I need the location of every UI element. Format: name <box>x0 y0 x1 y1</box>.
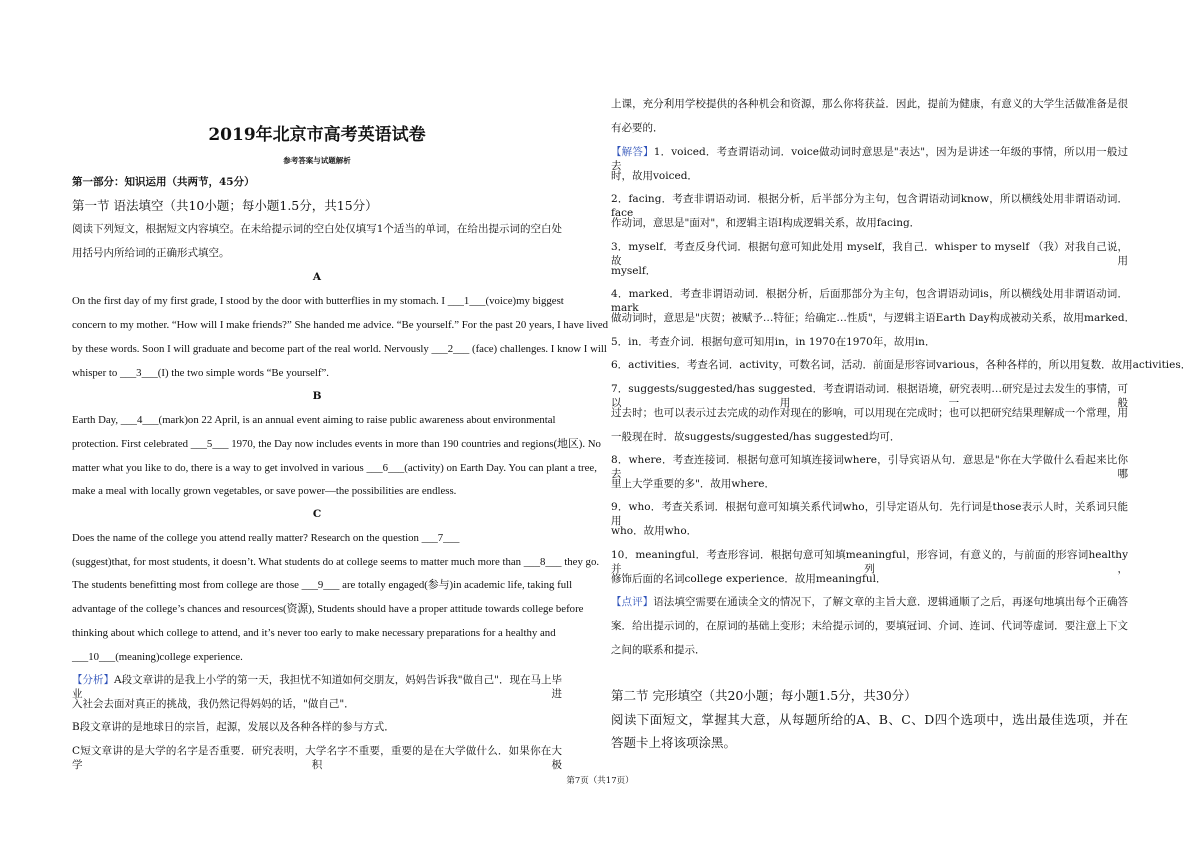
line-text: Does the name of the college you attend really matter? Research on the question ___7___ <box>72 532 460 544</box>
line-text: On the first day of my first grade, I stood by the door with butterflies in my stomach. I ___1___(voice)my biggest <box>72 295 564 307</box>
line-text: 3．myself．考查反身代词．根据句意可知此处用 myself，我自己．whisper to myself （我）对我自己说，故用 <box>611 241 1128 267</box>
line-text: 修饰后面的名词college experience．故用meaningful． <box>611 573 887 585</box>
line-text: protection. First celebrated ___5___ 1970, the Day now includes events in more than 190 countries and regions(地区). No <box>72 438 601 450</box>
left-text-line <box>72 673 563 700</box>
right-text-line <box>611 735 736 751</box>
line-text: 里上大学重要的多"．故用where． <box>611 478 776 490</box>
left-text-line <box>72 578 572 592</box>
line-text: 10．meaningful．考查形容词．根据句意可知填meaningful，形容词，有意义的，与前面的形容词healthy并列， <box>611 549 1128 575</box>
left-text-line <box>72 555 599 569</box>
page-footer: 第7页（共17页） <box>566 776 634 786</box>
right-text-line <box>611 688 917 704</box>
left-text-line <box>72 744 562 771</box>
left-text-line <box>72 531 459 545</box>
left-text-line <box>72 389 562 403</box>
left-text-line <box>72 720 395 734</box>
right-text-line <box>611 311 1135 325</box>
line-text: 6．activities．考查名词．activity，可数名词，活动．前面是形容词various，各种各样的，所以用复数．故用activities． <box>611 359 1192 371</box>
left-text-line <box>72 626 556 640</box>
line-text: A <box>312 271 322 283</box>
line-text: C短文章讲的是大学的名字是否重要．研究表明，大学名字不重要，重要的是在大学做什么．如果你在大学积极 <box>72 745 562 771</box>
left-text-line <box>72 222 562 236</box>
line-text: 8．where．考查连接词．根据句意可知填连接词where，引导宾语从句．意思是"你在大学做什么看起来比你去哪 <box>611 454 1128 480</box>
line-text: 4．marked．考查非谓语动词．根据分析，后面那部分为主句，包含谓语动词is，所以横线处用非谓语动词．mark <box>611 288 1128 314</box>
page-title: 2019年北京市高考英语试卷 <box>208 125 426 145</box>
right-text-line <box>611 97 1128 111</box>
right-text-line <box>611 358 1191 372</box>
line-text: 7．suggests/suggested/has suggested．考查谓语动词．根据语境，研究表明…研究是过去发生的事情，可以用一般 <box>611 383 1128 409</box>
right-text-line <box>611 192 1128 219</box>
right-text-line <box>611 595 1128 609</box>
line-text: whisper to ___3___(I) the two simple words “Be yourself”. <box>72 367 329 379</box>
line-text: 过去时；也可以表示过去完成的动作对现在的影响，可以用现在完成时；也可以把研究结果理解成一个常理，用 <box>611 407 1128 419</box>
right-text-line <box>611 145 1128 172</box>
line-text: A段文章讲的是我上小学的第一天，我担忧不知道如何交朋友，妈妈告诉我"做自己"．现在马上毕业进 <box>72 674 563 700</box>
line-text: 语法填空需要在通读全文的情况下，了解文章的主旨大意．逻辑通顺了之后，再逐句地填出每个正确答 <box>653 596 1129 608</box>
right-text-line <box>611 240 1128 267</box>
line-text: concern to my mother. “How will I make friends?” She handed me advice. “Be yourself.” For the past 20 years, I have lived <box>72 319 609 331</box>
left-text-line <box>72 507 562 521</box>
line-text: 用括号内所给词的正确形式填空。 <box>72 247 230 259</box>
line-text: 1．voiced．考查谓语动词．voice做动词时意思是"表达"，因为是讲述一年级的事情，所以用一般过去 <box>611 146 1128 172</box>
line-text: myself． <box>611 265 657 277</box>
right-text-line <box>611 169 698 183</box>
right-text-line <box>611 406 1128 420</box>
left-text-line <box>72 602 583 616</box>
line-text: make a meal with locally grown vegetables, or save power—the possibilities are endless. <box>72 485 457 497</box>
right-text-line <box>611 216 920 230</box>
right-text-line <box>611 643 706 657</box>
left-text-line <box>72 342 607 356</box>
line-text: 做动词时，意思是"庆贺；被赋予…特征；给确定…性质"，与逻辑主语Earth Day构成被动关系，故用marked． <box>611 312 1136 324</box>
line-text: (suggest)that, for most students, it doesn’t. What students do at college seems to matter much more than ___8___ they go. <box>72 556 600 568</box>
line-text: 第二节 完形填空（共20小题；每小题1.5分，共30分） <box>611 688 917 703</box>
section-tag: 【解答】 <box>611 146 654 158</box>
left-text-line <box>72 366 329 380</box>
line-text: 时，故用voiced． <box>611 170 698 182</box>
right-text-line <box>611 572 886 586</box>
line-text: 上课，充分利用学校提供的各种机会和资源，那么你将获益．因此，提前为健康，有意义的大学生活做准备是很 <box>611 98 1128 110</box>
line-text: 案．给出提示词的，在原词的基础上变形；未给提示词的，要填冠词、介词、连词、代词等虚词．要注意上下文 <box>611 620 1128 632</box>
left-text-line <box>72 246 230 260</box>
left-text-line <box>72 198 378 214</box>
right-text-line <box>611 430 900 444</box>
line-text: 有必要的． <box>611 122 664 134</box>
right-text-line <box>611 477 775 491</box>
line-text: C <box>312 508 322 520</box>
right-text-line <box>611 382 1128 409</box>
right-text-line <box>611 264 656 278</box>
left-text-line <box>72 650 243 664</box>
right-text-line <box>611 500 1128 527</box>
line-text: 第一节 语法填空（共10小题；每小题1.5分，共15分） <box>72 198 378 213</box>
right-text-line <box>611 335 935 349</box>
left-text-line <box>72 413 556 427</box>
left-text-line <box>72 294 564 308</box>
right-text-line <box>611 453 1128 480</box>
left-text-line <box>72 437 601 451</box>
line-text: 一般现在时．故suggests/suggested/has suggested均可． <box>611 431 901 443</box>
right-text-line <box>611 287 1128 314</box>
line-text: 阅读下面短文，掌握其大意，从每题所给的A、B、C、D四个选项中，选出最佳选项，并在 <box>611 712 1128 727</box>
line-text: who．故用who． <box>611 525 698 537</box>
right-text-line <box>611 524 697 538</box>
line-text: 作动词，意思是"面对"，和逻辑主语I构成逻辑关系，故用facing． <box>611 217 921 229</box>
line-text: B <box>312 390 322 402</box>
section-tag: 【分析】 <box>72 674 115 686</box>
right-text-line <box>611 712 1128 726</box>
section-tag: 【点评】 <box>611 596 654 608</box>
left-text-line <box>72 697 355 711</box>
left-text-line <box>72 270 562 284</box>
left-text-line <box>72 318 608 332</box>
line-text: 入社会去面对真正的挑战，我仍然记得妈妈的话，"做自己"． <box>72 698 355 710</box>
left-text-line <box>72 484 456 498</box>
line-text: by these words. Soon I will graduate and become part of the real world. Nervously ___2___ (face) challenges. I know I will <box>72 343 607 355</box>
left-text-line <box>72 175 255 189</box>
line-text: B段文章讲的是地球日的宗旨，起源，发展以及各种各样的参与方式． <box>72 721 395 733</box>
line-text: 答题卡上将该项涂黑。 <box>611 735 737 750</box>
left-text-line <box>72 461 597 475</box>
line-text: 5．in．考查介词．根据句意可知用in，in 1970在1970年，故用in． <box>611 336 936 348</box>
page-subtitle: 参考答案与试题解析 <box>283 156 351 165</box>
line-text: 9．who．考查关系词．根据句意可知填关系代词who，引导定语从句．先行词是those表示人时，关系词只能用 <box>611 501 1128 527</box>
line-text: 第一部分：知识运用（共两节，45分） <box>72 176 255 188</box>
line-text: 2．facing．考查非谓语动词．根据分析，后半部分为主句，包含谓语动词know，所以横线处用非谓语动词．face <box>611 193 1128 219</box>
right-text-line <box>611 121 664 135</box>
right-text-line <box>611 548 1128 575</box>
line-text: advantage of the college’s chances and resources(资源), Students should have a proper attitude towards college before <box>72 603 584 615</box>
line-text: ___10___(meaning)college experience. <box>72 651 243 663</box>
line-text: 阅读下列短文，根据短文内容填空。在未给提示词的空白处仅填写1个适当的单词，在给出提示词的空白处 <box>72 223 562 235</box>
line-text: The students benefitting most from college are those ___9___ are totally engaged(参与)in academic life, taking full <box>72 579 573 591</box>
line-text: matter what you like to do, there is a way to get involved in various ___6___(activity) on Earth Day. You can plant a tree, <box>72 462 597 474</box>
line-text: thinking about which college to attend, and it’s never too early to make necessary preparations for a healthy and <box>72 627 556 639</box>
right-text-line <box>611 619 1128 633</box>
line-text: Earth Day, ___4___(mark)on 22 April, is an annual event aiming to raise public awareness about environmental <box>72 414 556 426</box>
line-text: 之间的联系和提示． <box>611 644 706 656</box>
